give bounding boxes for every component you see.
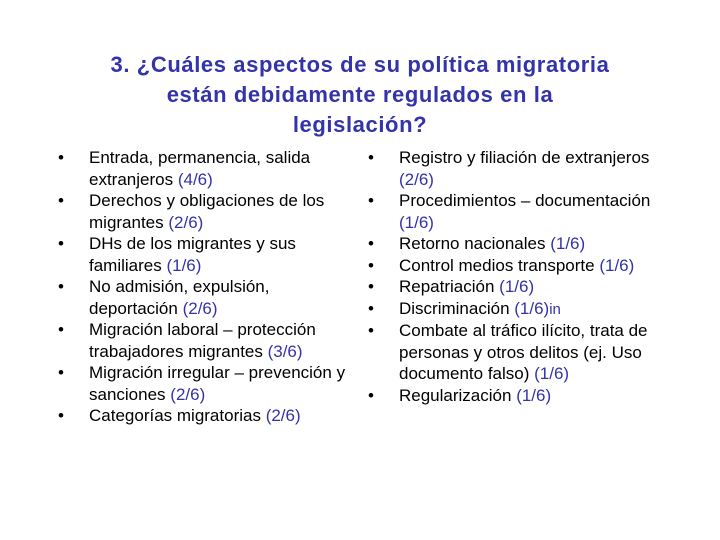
- bullet-icon: •: [368, 277, 374, 296]
- list-item: [368, 385, 668, 407]
- bullet-icon: •: [368, 321, 374, 340]
- list-item: [368, 147, 668, 190]
- item-text: Derechos y obligaciones de los migrantes: [89, 191, 325, 232]
- right-column: [368, 147, 668, 406]
- title-line-3: legislación?: [292, 112, 428, 137]
- right-bullet-list: [368, 147, 668, 406]
- item-text: Entrada, permanencia, salida extranjeros: [89, 148, 311, 189]
- item-text: Discriminación: [399, 298, 515, 318]
- bullet-icon: •: [58, 363, 64, 382]
- list-item: [58, 233, 358, 276]
- item-text: Registro y filiación de extranjeros: [399, 148, 650, 167]
- left-column: [58, 147, 358, 427]
- item-fraction: (1/6): [399, 212, 434, 232]
- bullet-icon: •: [58, 320, 64, 339]
- list-item: [58, 405, 358, 427]
- list-item: [368, 276, 668, 298]
- item-fraction: (2/6): [265, 406, 301, 425]
- bullet-icon: •: [58, 277, 64, 296]
- list-item: [58, 147, 358, 190]
- item-fraction: (2/6): [168, 212, 204, 232]
- bullet-icon: •: [368, 148, 374, 167]
- bullet-icon: •: [58, 148, 64, 167]
- list-item: [368, 320, 668, 385]
- bullet-icon: •: [368, 255, 374, 275]
- item-fraction: (1/6): [516, 385, 552, 405]
- title-line-2: están debidamente regulados en la: [166, 82, 554, 107]
- item-text: Migración laboral – protección trabajadores migrantes: [89, 320, 316, 361]
- title-line-1: 3. ¿Cuáles aspectos de su política migratoria: [110, 52, 610, 77]
- item-fraction: (1/6): [599, 255, 635, 275]
- bullet-icon: •: [58, 191, 64, 210]
- item-text: Retorno nacionales: [399, 234, 551, 253]
- item-text: Regularización: [399, 385, 517, 405]
- list-item: [58, 190, 358, 233]
- item-suffix: in: [549, 300, 561, 318]
- item-fraction: (1/6): [499, 277, 535, 296]
- bullet-icon: •: [368, 234, 374, 253]
- item-fraction: (1/6): [514, 298, 550, 318]
- item-fraction: (3/6): [267, 341, 303, 361]
- item-text: Procedimientos – documentación: [399, 191, 651, 210]
- item-text: Repatriación: [399, 277, 500, 296]
- item-text: No admisión, expulsión, deportación: [89, 277, 270, 318]
- item-fraction: (2/6): [182, 298, 218, 318]
- left-bullet-list: [58, 147, 358, 427]
- list-item: [368, 233, 668, 255]
- bullet-icon: •: [368, 385, 374, 405]
- item-text: Combate al tráfico ilícito, trata de personas y otros delitos (ej. Uso documento falso): [399, 321, 648, 383]
- bullet-icon: •: [368, 298, 374, 318]
- item-fraction: (1/6): [550, 234, 586, 253]
- item-text: DHs de los migrantes y sus familiares: [89, 234, 296, 275]
- item-text: Categorías migratorias: [89, 406, 266, 425]
- list-item: [58, 319, 358, 362]
- slide-title: [40, 50, 680, 140]
- bullet-icon: •: [58, 406, 64, 425]
- list-item: [58, 362, 358, 405]
- item-text: Migración irregular – prevención y sanciones: [89, 363, 346, 404]
- item-text: Control medios transporte: [399, 255, 600, 275]
- item-fraction: (1/6): [534, 364, 570, 383]
- item-fraction: (4/6): [177, 169, 213, 189]
- list-item: [368, 190, 668, 233]
- item-fraction: (2/6): [399, 169, 434, 189]
- list-item: [368, 255, 668, 277]
- bullet-icon: •: [58, 234, 64, 253]
- list-item: [368, 298, 668, 321]
- list-item: [58, 276, 358, 319]
- item-fraction: (2/6): [170, 384, 206, 404]
- item-fraction: (1/6): [166, 255, 202, 275]
- bullet-icon: •: [368, 191, 374, 210]
